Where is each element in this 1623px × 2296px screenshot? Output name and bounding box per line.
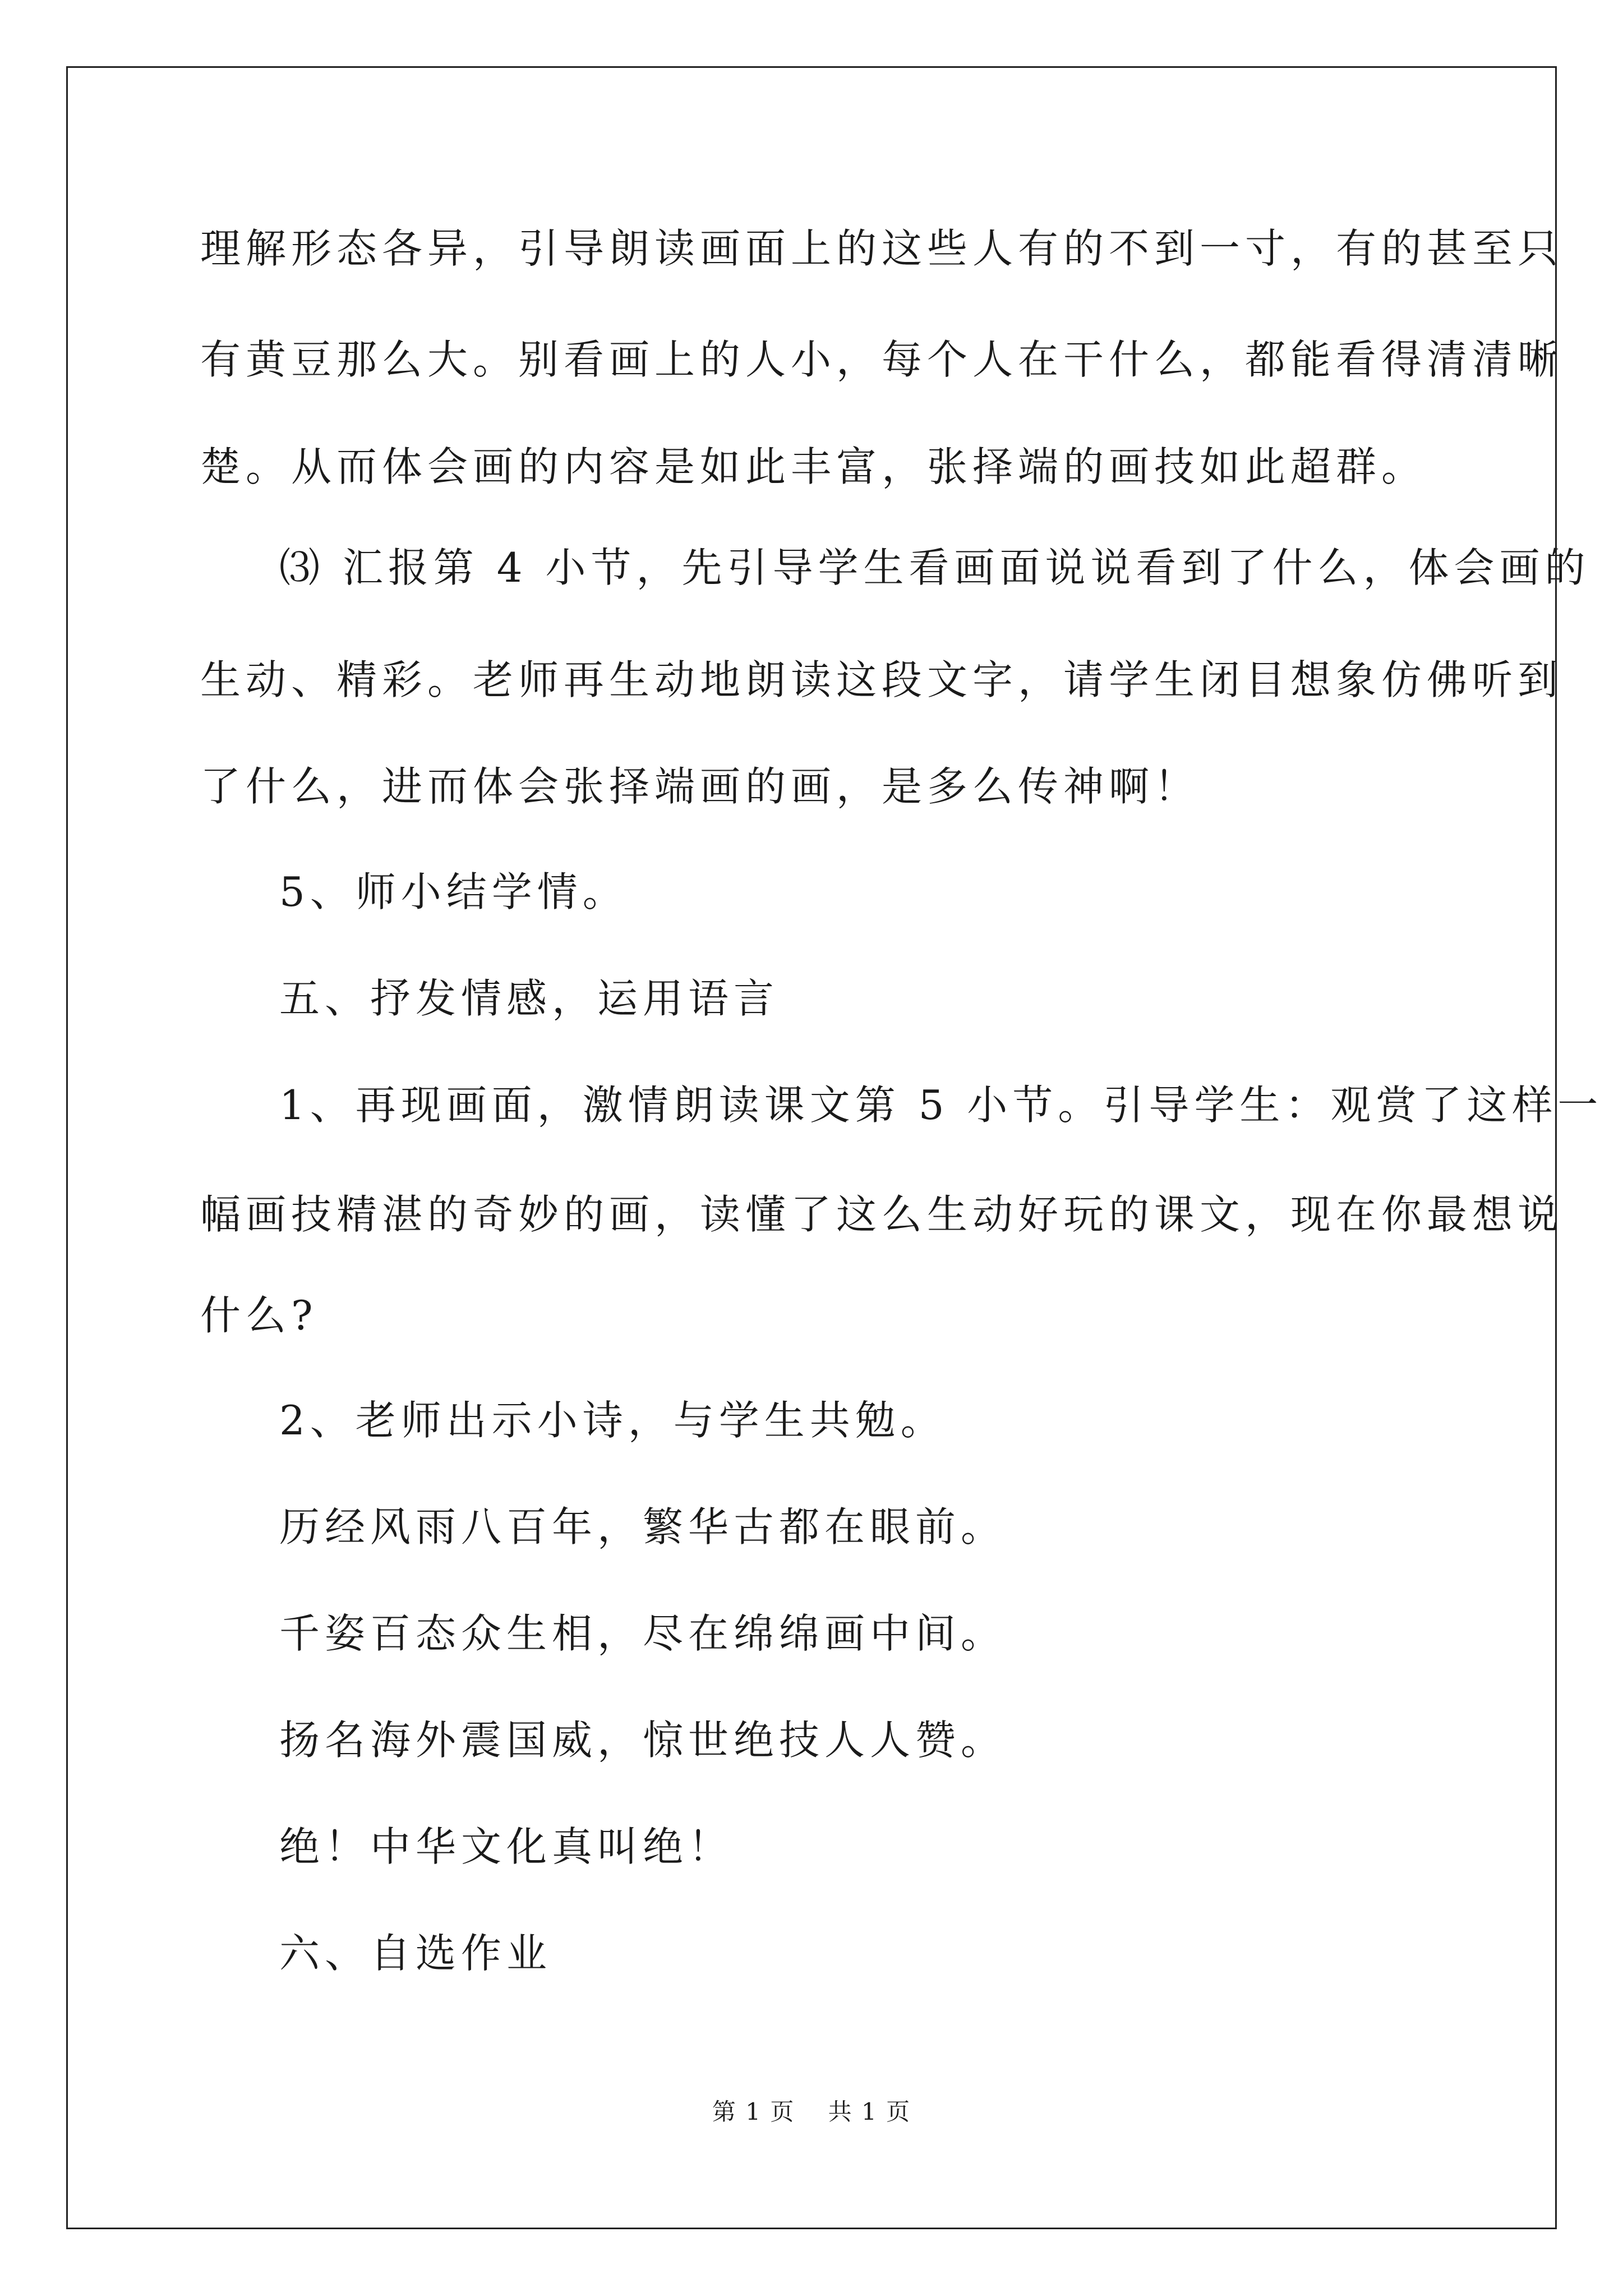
paragraph-line: ⑶ 汇报第 4 小节，先引导学生看画面说说看到了什么，体会画的 bbox=[279, 544, 1590, 591]
poem-line: 扬名海外震国威，惊世绝技人人赞。 bbox=[279, 1717, 1007, 1764]
paragraph-line: 什么? bbox=[200, 1292, 318, 1339]
paragraph-line: 有黄豆那么大。别看画上的人小，每个人在干什么，都能看得清清晰 bbox=[200, 336, 1564, 383]
page-number: 第 1 页 共 1 页 bbox=[712, 2098, 911, 2125]
page-border bbox=[66, 66, 1557, 2229]
paragraph-line: 生动、精彩。老师再生动地朗读这段文字，请学生闭目想象仿佛听到 bbox=[200, 656, 1564, 703]
paragraph-line: 理解形态各异，引导朗读画面上的这些人有的不到一寸，有的甚至只 bbox=[200, 225, 1564, 272]
poem-line: 绝！中华文化真叫绝！ bbox=[279, 1823, 734, 1870]
paragraph-line: 2、老师出示小诗，与学生共勉。 bbox=[279, 1397, 946, 1444]
paragraph-line: 1、再现画面，激情朗读课文第 5 小节。引导学生：观赏了这样一 bbox=[279, 1082, 1603, 1129]
section-heading: 五、抒发情感，运用语言 bbox=[279, 975, 780, 1022]
paragraph-line: 楚。从而体会画的内容是如此丰富，张择端的画技如此超群。 bbox=[200, 443, 1427, 490]
section-heading: 六、自选作业 bbox=[279, 1930, 552, 1977]
paragraph-line: 幅画技精湛的奇妙的画，读懂了这么生动好玩的课文，现在你最想说 bbox=[200, 1191, 1564, 1238]
paragraph-line: 5、师小结学情。 bbox=[279, 868, 628, 915]
poem-line: 千姿百态众生相，尽在绵绵画中间。 bbox=[279, 1610, 1007, 1657]
paragraph-line: 了什么，进而体会张择端画的画，是多么传神啊！ bbox=[200, 763, 1200, 810]
poem-line: 历经风雨八百年，繁华古都在眼前。 bbox=[279, 1503, 1007, 1550]
